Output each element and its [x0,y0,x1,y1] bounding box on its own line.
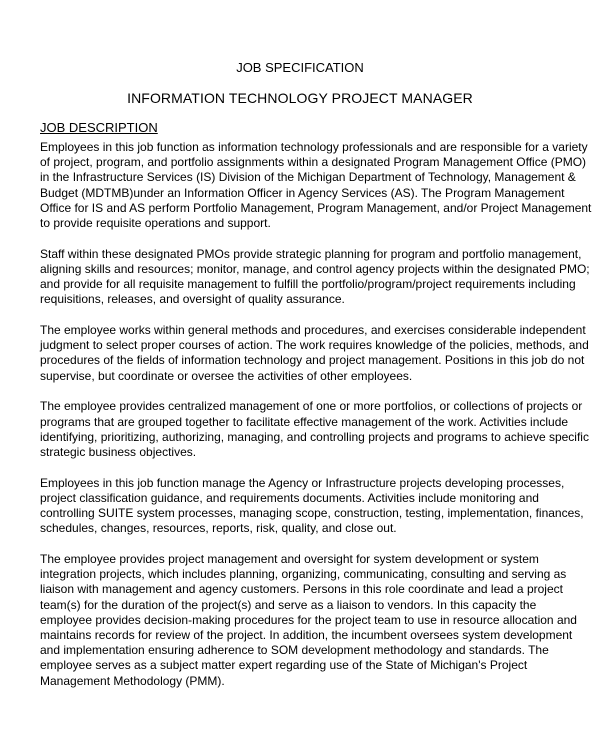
text-line: employee provides decision-making procedures for the project team to use in resource allocation and [40,612,577,627]
text-line: integration projects, which includes planning, organizing, communicating, consulting and serving as [40,567,567,582]
job-specification-label: JOB SPECIFICATION [236,60,364,75]
text-line: supervise, but coordinate or oversee the activities of other employees. [40,368,413,383]
text-line: Management Methodology (PMM). [40,673,225,688]
text-line: programs that are grouped together to facilitate effective management of the work. Activities include [40,414,569,429]
document-title: INFORMATION TECHNOLOGY PROJECT MANAGER [127,90,473,106]
text-line: Budget (MDTMB)under an Information Officer in Agency Services (AS). The Program Management [40,185,565,200]
text-line: The employee provides centralized management of one or more portfolios, or collections of projects or [40,399,583,414]
paragraph [40,552,580,689]
text-line: Staff within these designated PMOs provide strategic planning for program and portfolio management, [40,246,582,261]
text-line: Employees in this job function manage the Agency or Infrastructure projects developing processes, [40,475,565,490]
text-line: judgment to select proper courses of action. The work requires knowledge of the policies, methods, and [40,338,589,353]
text-line: Employees in this job function as information technology professionals and are responsible for a variety [40,140,588,154]
text-line: to provide requisite operations and support. [40,216,271,231]
section-heading-job-description: JOB DESCRIPTION [40,120,158,135]
text-line: strategic business objectives. [40,444,197,459]
text-line: and implementation ensuring adherence to SOM development methodology and standards. The [40,643,549,658]
text-line: project classification guidance, and requirements documents. Activities include monitoring and [40,490,539,505]
paragraph [40,246,590,308]
document-body [40,140,592,704]
text-line: schedules, changes, resources, reports, risk, quality, and close out. [40,521,397,536]
paragraph [40,140,592,231]
text-line: and provide for all requisite management to fulfill the portfolio/program/project requirements including [40,277,576,292]
text-line: liaison with management and agency customers. Persons in this role coordinate and lead a project [40,582,563,597]
text-line: requisitions, releases, and oversight of quality assurance. [40,292,345,307]
paragraph [40,475,584,537]
text-line: procedures of the fields of information technology and project management. Positions in this job do not [40,353,585,368]
text-line: Office for IS and AS perform Portfolio Management, Program Management, and/or Project Management [40,200,592,215]
text-line: maintains records for review of the project. In addition, the incumbent oversees system development [40,627,573,642]
paragraph [40,399,589,460]
text-line: of project, program, and portfolio assignments within a designated Program Management Office (PMO) [40,155,587,170]
text-line: in the Infrastructure Services (IS) Division of the Michigan Department of Technology, Management & [40,170,576,185]
text-line: employee serves as a subject matter expert regarding use of the State of Michigan's Project [40,658,528,673]
text-line: controlling SUITE system processes, managing scope, construction, testing, implementation, finances, [40,506,584,521]
text-line: aligning skills and resources; monitor, manage, and control agency projects within the designated PMO; [40,261,590,276]
paragraph [40,323,589,384]
text-line: identifying, prioritizing, authorizing, managing, and controlling projects and programs to achieve specific [40,429,589,444]
text-line: team(s) for the duration of the project(s) and serve as a liaison to vendors. In this capacity the [40,597,537,612]
text-line: The employee provides project management and oversight for system development or system [40,551,539,566]
text-line: The employee works within general methods and procedures, and exercises considerable independent [40,323,586,338]
